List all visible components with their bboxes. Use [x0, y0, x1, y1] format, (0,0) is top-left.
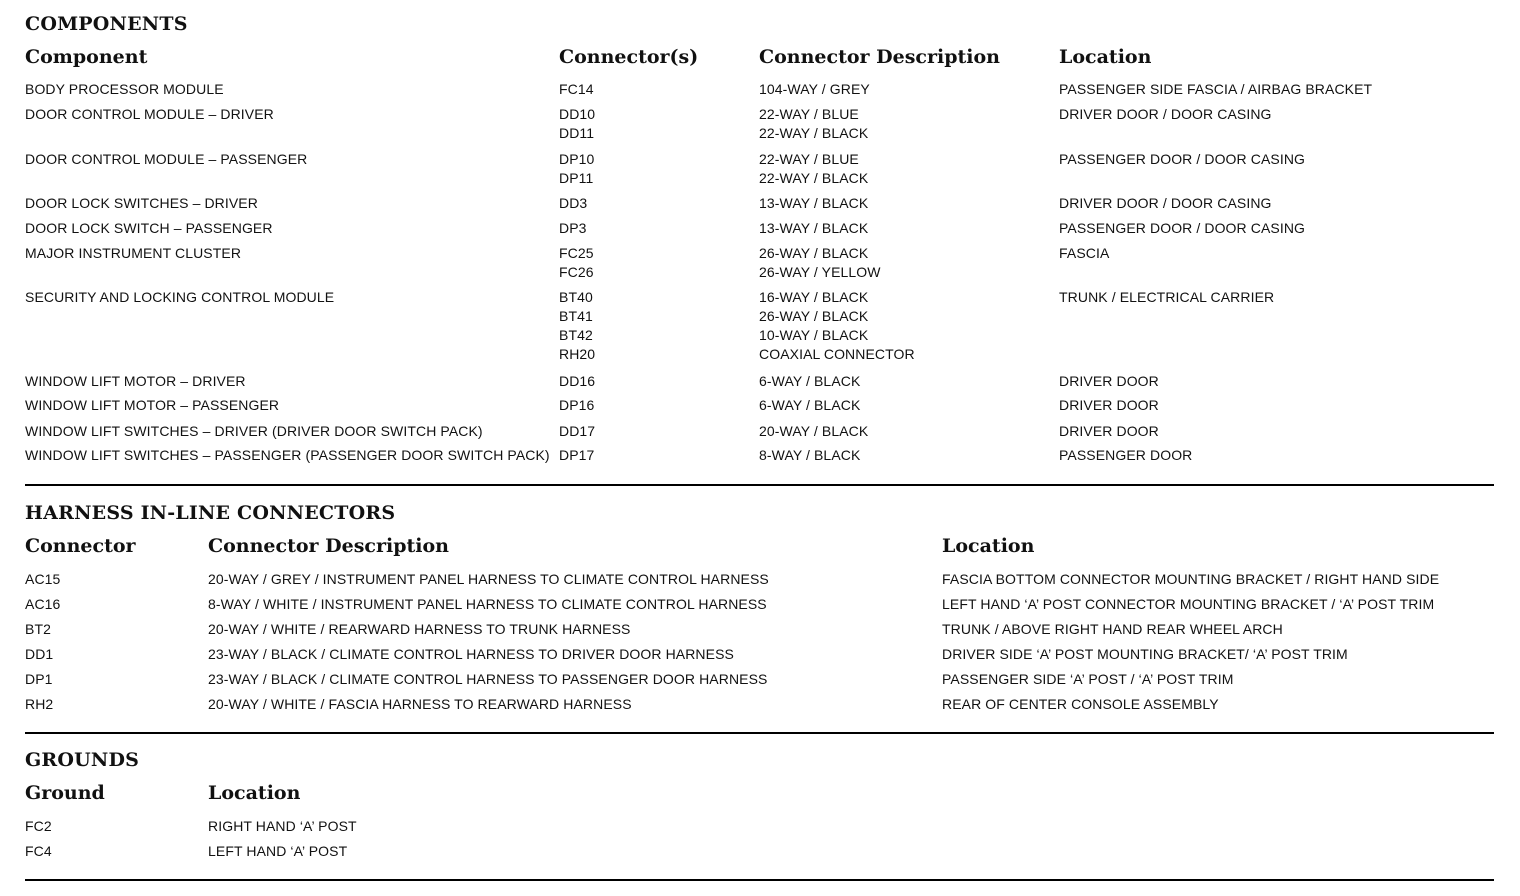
component-connector: DP16: [559, 397, 595, 413]
component-connector: DD10: [559, 106, 596, 122]
component-name: DOOR LOCK SWITCH – PASSENGER: [25, 220, 273, 236]
component-connector: DP11: [559, 170, 594, 186]
component-name: SECURITY AND LOCKING CONTROL MODULE: [25, 289, 335, 305]
grounds-header-ground: Ground: [25, 782, 105, 804]
harness-header-connector: Connector: [25, 535, 136, 557]
component-connector: DP10: [559, 151, 595, 167]
ground-id: FC4: [25, 843, 52, 859]
component-name: BODY PROCESSOR MODULE: [25, 81, 224, 97]
component-location: PASSENGER DOOR: [1059, 447, 1193, 463]
harness-connector: DD1: [25, 646, 54, 662]
component-connector: DD16: [559, 373, 596, 389]
component-connector: FC14: [559, 81, 594, 97]
component-name: WINDOW LIFT MOTOR – PASSENGER: [25, 397, 280, 413]
component-connector-description: 26-WAY / BLACK: [759, 308, 869, 324]
component-connector-description: 20-WAY / BLACK: [759, 423, 869, 439]
component-connector-description: 8-WAY / BLACK: [759, 447, 861, 463]
component-location: PASSENGER SIDE FASCIA / AIRBAG BRACKET: [1059, 81, 1373, 97]
component-connector: BT40: [559, 289, 593, 305]
harness-connector: AC15: [25, 571, 61, 587]
component-location: FASCIA: [1059, 245, 1110, 261]
component-connector-description: 6-WAY / BLACK: [759, 373, 861, 389]
component-name: WINDOW LIFT SWITCHES – DRIVER (DRIVER DOOR SWITCH PACK): [25, 423, 483, 439]
components-header-connectors: Connector(s): [559, 46, 699, 68]
section-divider: [25, 732, 1494, 734]
grounds-section-title: GROUNDS: [25, 749, 140, 771]
ground-id: FC2: [25, 818, 52, 834]
component-connector: BT42: [559, 327, 593, 343]
component-location: PASSENGER DOOR / DOOR CASING: [1059, 220, 1306, 236]
harness-connector: RH2: [25, 696, 54, 712]
ground-location: LEFT HAND ‘A’ POST: [208, 843, 348, 859]
component-connector: FC25: [559, 245, 594, 261]
component-name: MAJOR INSTRUMENT CLUSTER: [25, 245, 242, 261]
harness-description: 23-WAY / BLACK / CLIMATE CONTROL HARNESS TO PASSENGER DOOR HARNESS: [208, 671, 768, 687]
harness-description: 20-WAY / GREY / INSTRUMENT PANEL HARNESS TO CLIMATE CONTROL HARNESS: [208, 571, 769, 587]
component-location: DRIVER DOOR: [1059, 423, 1159, 439]
component-connector: DP3: [559, 220, 587, 236]
components-header-location: Location: [1059, 46, 1152, 68]
harness-connector: BT2: [25, 621, 51, 637]
section-divider: [25, 879, 1494, 881]
component-connector-description: COAXIAL CONNECTOR: [759, 346, 915, 362]
harness-section-title: HARNESS IN-LINE CONNECTORS: [25, 502, 396, 524]
component-connector: FC26: [559, 264, 594, 280]
ground-location: RIGHT HAND ‘A’ POST: [208, 818, 357, 834]
harness-header-description: Connector Description: [208, 535, 449, 557]
harness-description: 20-WAY / WHITE / FASCIA HARNESS TO REARWARD HARNESS: [208, 696, 632, 712]
component-connector: DD3: [559, 195, 588, 211]
harness-header-location: Location: [942, 535, 1035, 557]
component-name: DOOR LOCK SWITCHES – DRIVER: [25, 195, 258, 211]
component-name: WINDOW LIFT MOTOR – DRIVER: [25, 373, 246, 389]
harness-location: LEFT HAND ‘A’ POST CONNECTOR MOUNTING BRACKET / ‘A’ POST TRIM: [942, 596, 1435, 612]
harness-location: REAR OF CENTER CONSOLE ASSEMBLY: [942, 696, 1219, 712]
component-location: TRUNK / ELECTRICAL CARRIER: [1059, 289, 1275, 305]
component-connector: DD11: [559, 125, 595, 141]
grounds-header-location: Location: [208, 782, 301, 804]
component-connector: BT41: [559, 308, 593, 324]
harness-description: 8-WAY / WHITE / INSTRUMENT PANEL HARNESS TO CLIMATE CONTROL HARNESS: [208, 596, 767, 612]
components-header-description: Connector Description: [759, 46, 1000, 68]
component-connector-description: 26-WAY / BLACK: [759, 245, 869, 261]
components-section-title: COMPONENTS: [25, 13, 188, 35]
component-location: DRIVER DOOR / DOOR CASING: [1059, 106, 1272, 122]
section-divider: [25, 484, 1494, 486]
component-name: DOOR CONTROL MODULE – DRIVER: [25, 106, 274, 122]
component-connector-description: 13-WAY / BLACK: [759, 220, 869, 236]
harness-connector: AC16: [25, 596, 61, 612]
component-location: DRIVER DOOR: [1059, 397, 1159, 413]
component-location: PASSENGER DOOR / DOOR CASING: [1059, 151, 1306, 167]
component-connector: RH20: [559, 346, 596, 362]
harness-description: 20-WAY / WHITE / REARWARD HARNESS TO TRUNK HARNESS: [208, 621, 631, 637]
component-connector-description: 16-WAY / BLACK: [759, 289, 869, 305]
component-connector-description: 104-WAY / GREY: [759, 81, 870, 97]
component-connector-description: 6-WAY / BLACK: [759, 397, 861, 413]
component-connector-description: 22-WAY / BLUE: [759, 106, 859, 122]
component-location: DRIVER DOOR: [1059, 373, 1159, 389]
component-connector-description: 26-WAY / YELLOW: [759, 264, 881, 280]
component-name: WINDOW LIFT SWITCHES – PASSENGER (PASSENGER DOOR SWITCH PACK): [25, 447, 550, 463]
harness-location: PASSENGER SIDE ‘A’ POST / ‘A’ POST TRIM: [942, 671, 1234, 687]
components-header-component: Component: [25, 46, 148, 68]
component-connector: DD17: [559, 423, 596, 439]
component-name: DOOR CONTROL MODULE – PASSENGER: [25, 151, 308, 167]
component-connector-description: 22-WAY / BLACK: [759, 170, 869, 186]
component-connector-description: 13-WAY / BLACK: [759, 195, 869, 211]
component-connector-description: 10-WAY / BLACK: [759, 327, 869, 343]
harness-connector: DP1: [25, 671, 53, 687]
component-location: DRIVER DOOR / DOOR CASING: [1059, 195, 1272, 211]
harness-description: 23-WAY / BLACK / CLIMATE CONTROL HARNESS TO DRIVER DOOR HARNESS: [208, 646, 734, 662]
component-connector-description: 22-WAY / BLUE: [759, 151, 859, 167]
harness-location: FASCIA BOTTOM CONNECTOR MOUNTING BRACKET / RIGHT HAND SIDE: [942, 571, 1440, 587]
component-connector-description: 22-WAY / BLACK: [759, 125, 869, 141]
harness-location: DRIVER SIDE ‘A’ POST MOUNTING BRACKET/ ‘A’ POST TRIM: [942, 646, 1348, 662]
harness-location: TRUNK / ABOVE RIGHT HAND REAR WHEEL ARCH: [942, 621, 1283, 637]
component-connector: DP17: [559, 447, 595, 463]
